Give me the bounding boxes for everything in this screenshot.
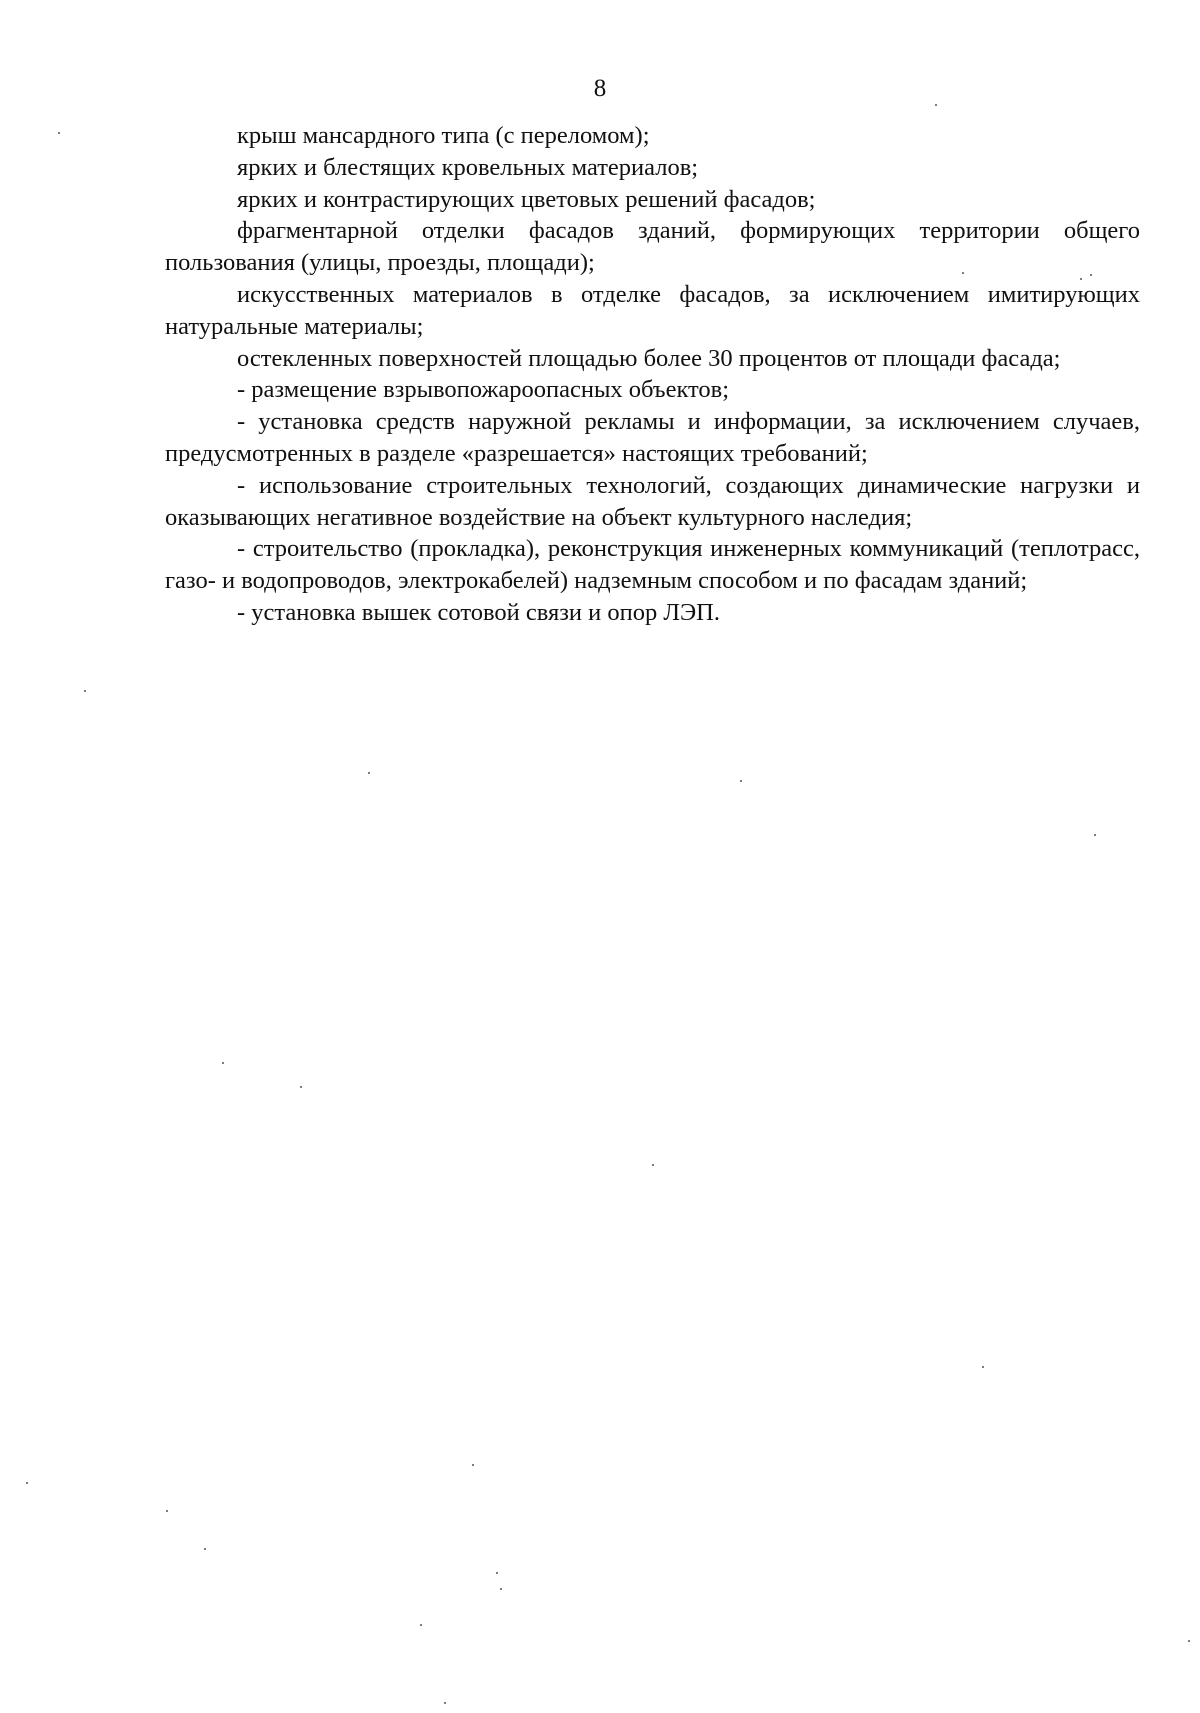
page-number: 8 — [593, 75, 607, 102]
scan-speck — [26, 1482, 28, 1484]
scan-speck — [652, 1164, 654, 1166]
paragraph-7: - размещение взрывопожароопасных объектов; — [237, 376, 730, 404]
scan-speck — [1080, 278, 1082, 280]
paragraph-1: крыш мансардного типа (с переломом); — [237, 122, 650, 149]
paragraph-3: ярких и контрастирующих цветовых решений фасадов; — [237, 185, 816, 213]
scan-speck — [472, 1464, 474, 1466]
paragraph-4: фрагментарной отделки фасадов зданий, формирующих территории общего пользования (улицы, проезды, площади); — [165, 217, 1140, 277]
paragraph-10: - строительство (прокладка), реконструкция инженерных коммуникаций (теплотрасс, газо- и водопроводов, электрокабелей) надземным способом и по фасадам зданий; — [165, 535, 1140, 595]
paragraph-6: остекленных поверхностей площадью более 30 процентов от площади фасада; — [237, 344, 1061, 372]
paragraph-2: ярких и блестящих кровельных материалов; — [237, 153, 699, 181]
scan-speck — [935, 104, 937, 106]
scan-speck — [1094, 834, 1096, 836]
paragraph-9: - использование строительных технологий, создающих динамические нагрузки и оказывающих негативное воздействие на объект культурного наследия; — [165, 471, 1140, 531]
scan-speck — [740, 780, 742, 782]
paragraph-11: - установка вышек сотовой связи и опор ЛЭП. — [237, 598, 721, 626]
scan-speck — [84, 690, 86, 692]
scan-speck — [496, 1572, 498, 1574]
scan-speck — [204, 1548, 206, 1550]
scan-speck — [1188, 1640, 1190, 1642]
scan-speck — [962, 272, 964, 274]
scan-speck — [982, 1366, 984, 1368]
paragraph-8: - установка средств наружной рекламы и информации, за исключением случаев, предусмотренных в разделе «разрешается» настоящих требований; — [165, 408, 1140, 467]
paragraph-5: искусственных материалов в отделке фасадов, за исключением имитирующих натуральные материалы; — [165, 280, 1140, 340]
scan-speck — [300, 1086, 302, 1088]
scan-speck — [1090, 274, 1092, 276]
scan-speck — [500, 1588, 502, 1590]
scan-speck — [368, 772, 370, 774]
scan-speck — [58, 132, 60, 134]
scan-speck — [444, 1702, 446, 1704]
body-text — [165, 120, 1140, 629]
scan-speck — [166, 1510, 168, 1512]
scan-speck — [420, 1624, 422, 1626]
scan-speck — [222, 1062, 224, 1064]
